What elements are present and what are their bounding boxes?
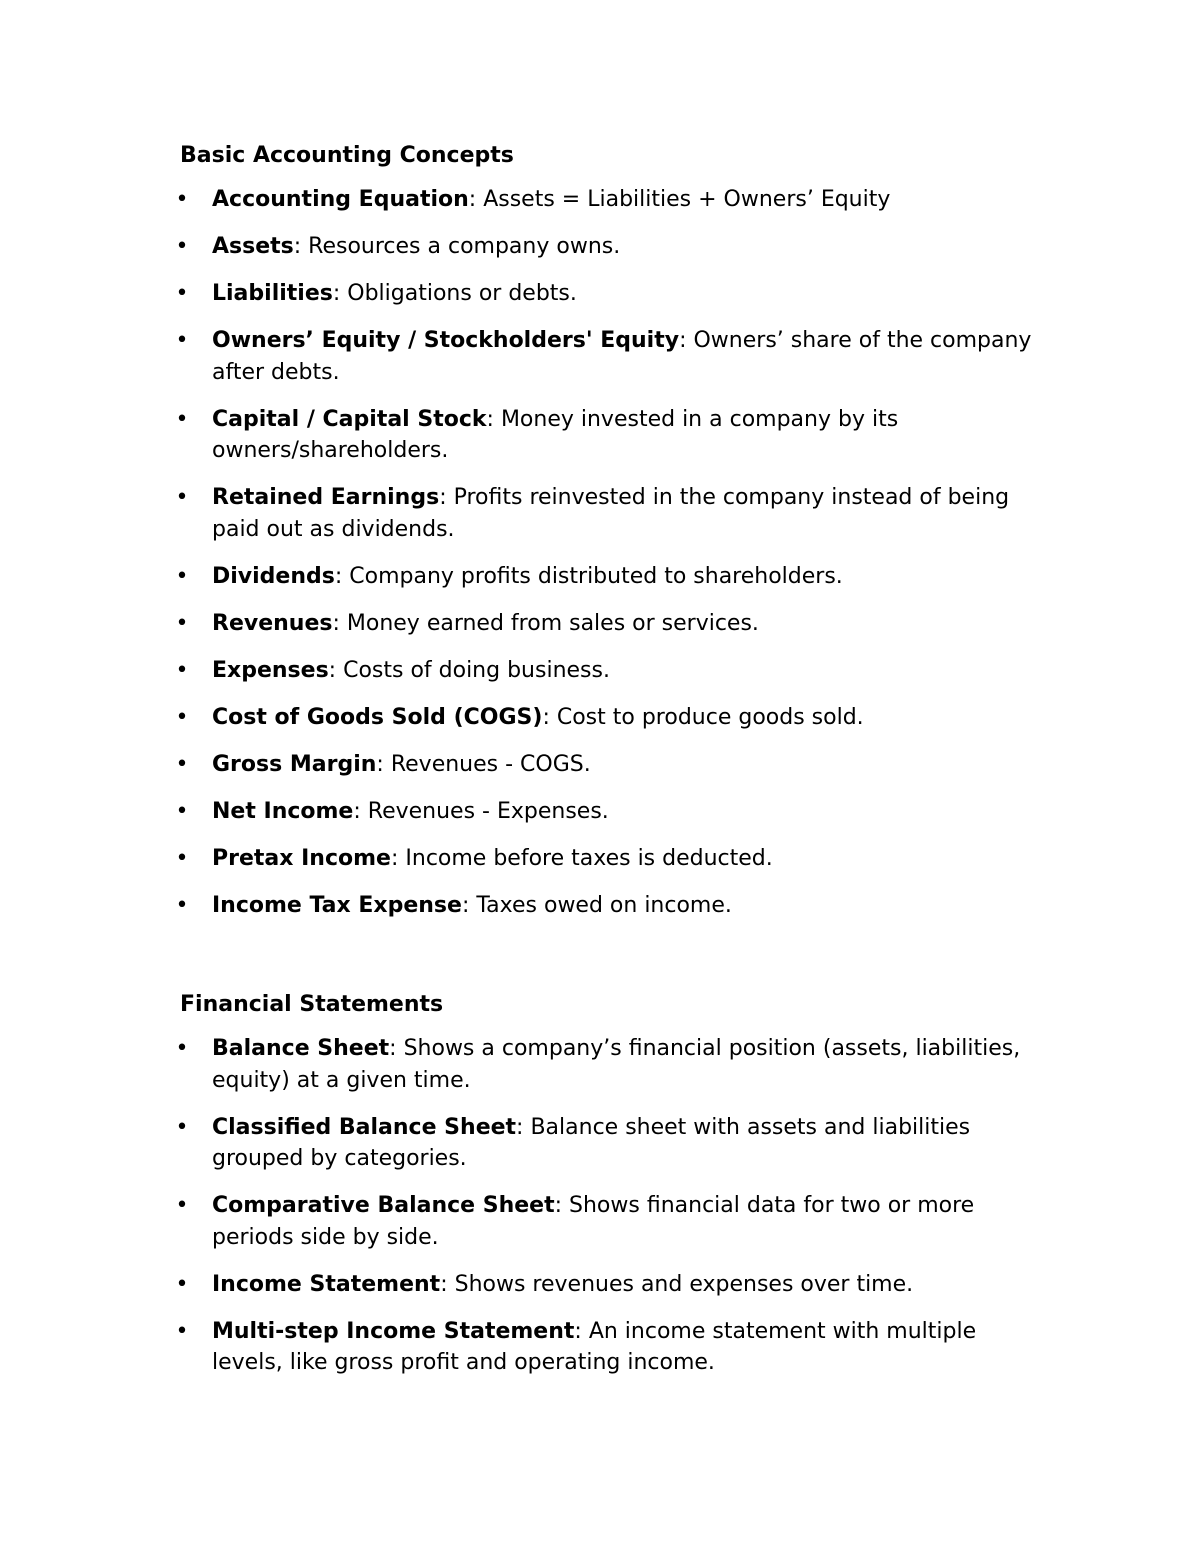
bullet-icon: • (175, 798, 189, 824)
term-separator: : (542, 704, 550, 730)
bullet-icon: • (175, 751, 189, 777)
term-separator: : (461, 892, 470, 918)
bullet-icon: • (175, 328, 189, 353)
bullet-icon: • (175, 1271, 189, 1297)
term-definition: Revenues - COGS. (383, 751, 591, 777)
term-label: Expenses (212, 657, 329, 683)
bullet-icon: • (175, 563, 189, 589)
term-separator: : (554, 1193, 563, 1218)
list-item (175, 278, 1040, 310)
bullet-icon: • (175, 281, 189, 306)
term-definition: Shows revenues and expenses over time. (447, 1271, 914, 1297)
bullet-icon: • (175, 892, 189, 918)
term-separator: : (440, 1271, 448, 1297)
term-label: Revenues (212, 610, 333, 636)
term-label: Gross Margin (212, 751, 377, 777)
term-separator: : (468, 187, 477, 212)
term-list (175, 184, 1040, 921)
section-heading: Financial Statements (180, 992, 444, 1017)
list-item (175, 1269, 1040, 1301)
list-item (175, 404, 1040, 467)
bullet-icon: • (175, 406, 189, 432)
term-definition: Revenues - Expenses. (360, 798, 609, 824)
term-label: Cost of Goods Sold (COGS) (212, 704, 543, 730)
term-label: Assets (212, 234, 294, 259)
term-definition: Company profits distributed to shareholders. (342, 563, 843, 589)
list-item (175, 608, 1040, 640)
bullet-icon: • (175, 1114, 189, 1140)
list-item (175, 655, 1040, 687)
bullet-icon: • (175, 1318, 189, 1344)
list-item (175, 1033, 1040, 1096)
bullet-icon: • (175, 485, 189, 510)
term-label: Liabilities (212, 281, 333, 306)
term-definition: An income statement with multiple levels, like gross profit and operating income. (212, 1318, 977, 1375)
term-separator: : (353, 798, 361, 824)
term-definition: Obligations or debts. (340, 281, 577, 306)
list-item (175, 231, 1040, 263)
bullet-icon: • (175, 704, 189, 730)
list-item (175, 482, 1040, 545)
term-label: Multi-step Income Statement (212, 1318, 575, 1344)
term-label: Owners’ Equity / Stockholders' Equity (212, 328, 680, 353)
term-label: Balance Sheet (212, 1036, 390, 1061)
term-separator: : (332, 610, 340, 636)
list-item (175, 749, 1040, 781)
list-item (175, 561, 1040, 593)
section-heading: Basic Accounting Concepts (180, 143, 514, 168)
section-financial-statements (175, 990, 1040, 1394)
term-definition: Profits reinvested in the company instead of being paid out as dividends. (212, 485, 1010, 542)
list-item (175, 702, 1040, 734)
term-separator: : (390, 845, 399, 871)
term-separator: : (574, 1318, 582, 1344)
term-separator: : (486, 406, 494, 432)
list-item (175, 1190, 1040, 1253)
term-definition: Owners’ share of the company after debts. (212, 328, 1032, 385)
term-list (175, 1033, 1040, 1379)
term-definition: Resources a company owns. (301, 234, 621, 259)
bullet-icon: • (175, 845, 189, 871)
term-separator: : (334, 563, 343, 589)
list-item (175, 325, 1040, 388)
bullet-icon: • (175, 610, 189, 636)
bullet-icon: • (175, 1193, 189, 1218)
list-item (175, 796, 1040, 828)
list-item (175, 843, 1040, 875)
list-item (175, 890, 1040, 922)
term-definition: Money earned from sales or services. (339, 610, 759, 636)
list-item (175, 1316, 1040, 1379)
list-item (175, 1112, 1040, 1175)
term-label: Net Income (212, 798, 354, 824)
term-label: Classified Balance Sheet (212, 1114, 517, 1140)
term-label: Retained Earnings (212, 485, 440, 510)
term-definition: Cost to produce goods sold. (549, 704, 864, 730)
term-separator: : (328, 657, 337, 683)
term-definition: Money invested in a company by its owners/shareholders. (212, 406, 899, 463)
term-separator: : (293, 234, 302, 259)
bullet-icon: • (175, 187, 189, 212)
bullet-icon: • (175, 1036, 189, 1061)
term-separator: : (439, 485, 447, 510)
term-label: Capital / Capital Stock (212, 406, 487, 432)
term-label: Accounting Equation (212, 187, 469, 212)
bullet-icon: • (175, 657, 189, 683)
term-separator: : (332, 281, 341, 306)
term-label: Dividends (212, 563, 335, 589)
section-basic-accounting-concepts (175, 141, 1040, 937)
term-definition: Shows financial data for two or more periods side by side. (212, 1193, 975, 1250)
term-definition: Assets = Liabilities + Owners’ Equity (476, 187, 891, 212)
list-item (175, 184, 1040, 216)
term-definition: Shows a company’s financial position (assets, liabilities, equity) at a given time. (212, 1036, 1021, 1093)
term-label: Comparative Balance Sheet (212, 1193, 555, 1218)
term-label: Pretax Income (212, 845, 391, 871)
term-definition: Balance sheet with assets and liabilities grouped by categories. (212, 1114, 971, 1171)
term-definition: Taxes owed on income. (469, 892, 732, 918)
term-separator: : (679, 328, 687, 353)
term-label: Income Statement (212, 1271, 441, 1297)
term-definition: Costs of doing business. (336, 657, 610, 683)
term-separator: : (389, 1036, 397, 1061)
bullet-icon: • (175, 234, 189, 259)
term-label: Income Tax Expense (212, 892, 462, 918)
term-separator: : (516, 1114, 524, 1140)
term-definition: Income before taxes is deducted. (398, 845, 773, 871)
term-separator: : (376, 751, 384, 777)
